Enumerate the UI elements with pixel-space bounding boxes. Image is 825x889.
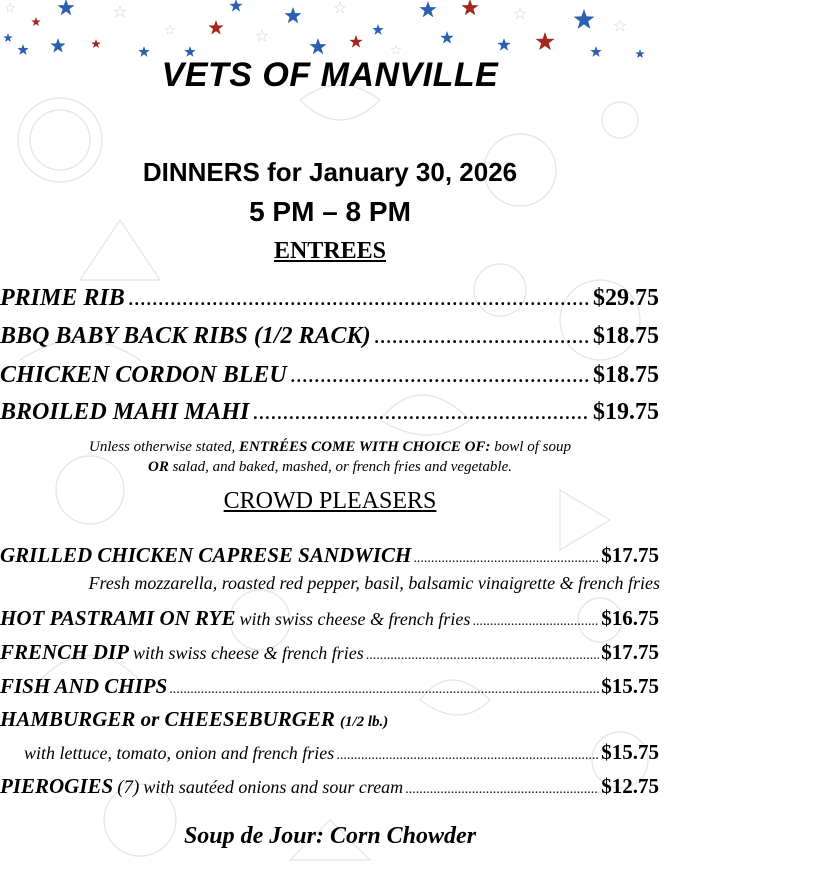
- dinner-date: DINNERS for January 30, 2026: [142, 157, 518, 187]
- menu-item-row: [0, 285, 659, 312]
- crowd-pleasers-heading: CROWD PLEASERS: [223, 488, 437, 514]
- item-description: Fresh mozzarella, roasted red pepper, basil, balsamic vinaigrette & french fries: [88, 573, 660, 593]
- dot-leader: [290, 362, 590, 389]
- item-price: $17.75: [601, 640, 659, 664]
- dot-leader: [252, 399, 590, 426]
- item-name: BROILED MAHI MAHI: [0, 399, 250, 425]
- item-name: BBQ BABY BACK RIBS (1/2 RACK): [0, 323, 371, 349]
- menu-item-row: [0, 399, 659, 426]
- item-size: (1/2 lb.): [339, 714, 389, 730]
- menu-item-row: [0, 674, 659, 699]
- dot-leader: [128, 285, 590, 312]
- item-price: $15.75: [601, 674, 659, 698]
- menu-item-row: [24, 740, 659, 765]
- menu-item-row: [0, 323, 659, 350]
- dot-leader: [366, 648, 599, 664]
- dot-leader: [472, 614, 599, 630]
- menu-item-row: [0, 707, 659, 732]
- dot-leader: [413, 551, 599, 567]
- item-name: FISH AND CHIPS: [0, 674, 168, 698]
- item-extra: with sautéed onions and sour cream: [143, 777, 404, 797]
- item-extra: with lettuce, tomato, onion and french fries: [24, 743, 335, 763]
- dot-leader: [374, 323, 590, 350]
- dot-leader: [336, 748, 599, 764]
- menu-item-row: [0, 640, 659, 665]
- menu-item-row: [0, 606, 659, 631]
- item-price: $29.75: [593, 285, 659, 311]
- soup-of-the-day: Soup de Jour: Corn Chowder: [183, 823, 477, 849]
- menu-item-row: [0, 543, 659, 568]
- dinner-time: 5 PM – 8 PM: [249, 196, 411, 227]
- item-extra: with swiss cheese & french fries: [239, 609, 471, 629]
- page-title: VETS OF MANVILLE: [161, 56, 499, 94]
- item-price: $15.75: [601, 740, 659, 764]
- menu-item-row: [0, 362, 659, 389]
- item-name: HAMBURGER or CHEESEBURGER: [0, 707, 335, 731]
- item-name: CHICKEN CORDON BLEU: [0, 362, 287, 388]
- item-price: $19.75: [593, 399, 659, 425]
- item-name: HOT PASTRAMI ON RYE: [0, 606, 236, 630]
- item-price: $18.75: [593, 362, 659, 388]
- item-name: PIEROGIES: [0, 774, 114, 798]
- item-count: (7): [117, 777, 140, 798]
- stars-banner: [0, 0, 660, 62]
- menu-item-row: [0, 774, 659, 799]
- item-price: $12.75: [601, 774, 659, 798]
- item-price: $17.75: [601, 543, 659, 567]
- entrees-heading: ENTREES: [273, 238, 387, 264]
- item-name: GRILLED CHICKEN CAPRESE SANDWICH: [0, 543, 412, 567]
- entree-note: Unless otherwise stated, ENTRÉES COME WITH CHOICE OF: bowl of soup OR salad, and baked, mashed, or french fries and vegetable.: [89, 439, 571, 475]
- item-name: FRENCH DIP: [0, 640, 129, 664]
- item-extra: with swiss cheese & french fries: [132, 643, 364, 663]
- item-price: $18.75: [593, 323, 659, 349]
- dot-leader: [169, 682, 599, 698]
- dot-leader: [405, 782, 599, 798]
- item-name: PRIME RIB: [0, 285, 125, 311]
- item-price: $16.75: [601, 606, 659, 630]
